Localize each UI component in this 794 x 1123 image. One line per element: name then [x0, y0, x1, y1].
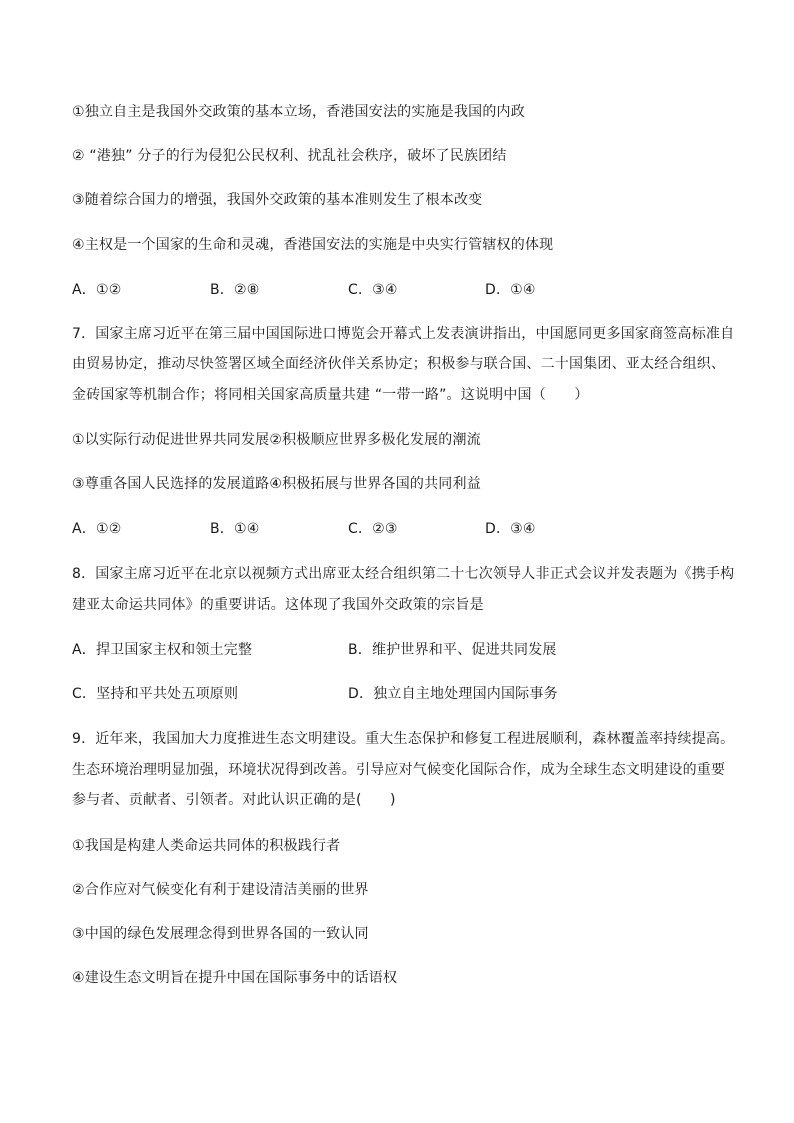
q9-stem-line-1: 9．近年来，我国加大力度推进生态文明建设。重大生态保护和修复工程进展顺利，森林覆盖率持续提高。 [72, 731, 735, 747]
q6-option-a: A．①② [72, 282, 122, 298]
q7-statement-2: ③尊重各国人民选择的发展道路④积极拓展与世界各国的共同利益 [72, 476, 481, 492]
q9-statement-2: ②合作应对气候变化有利于建设清洁美丽的世界 [72, 882, 369, 898]
q6-statement-3: ③随着综合国力的增强，我国外交政策的基本准则发生了根本改变 [72, 192, 483, 208]
q8-option-d: D．独立自主地处理国内国际事务 [348, 686, 558, 702]
q6-statement-1: ①独立自主是我国外交政策的基本立场，香港国安法的实施是我国的内政 [72, 104, 525, 120]
q7-stem-line-1: 7．国家主席习近平在第三届中国国际进口博览会开幕式上发表演讲指出，中国愿同更多国家商签高标准自 [72, 326, 735, 342]
q8-option-c: C．坚持和平共处五项原则 [72, 686, 239, 702]
q6-option-b: B．②⑧ [210, 282, 260, 298]
q7-stem-line-3: 金砖国家等机制合作；将同相关国家高质量共建 “一带一路”。这说明中国（ ） [72, 387, 589, 403]
q6-option-d: D．①④ [485, 282, 536, 298]
q7-option-d: D．③④ [485, 521, 536, 537]
q7-option-b: B．①④ [210, 521, 260, 537]
q8-option-a: A．捍卫国家主权和领土完整 [72, 642, 253, 658]
q8-stem-line-1: 8．国家主席习近平在北京以视频方式出席亚太经合组织第二十七次领导人非正式会议并发表题为《携手构 [72, 566, 735, 582]
q7-stem-line-2: 由贸易协定，推动尽快签署区域全面经济伙伴关系协定；积极参与联合国、二十国集团、亚太经合组织、 [72, 356, 726, 372]
q7-option-a: A．①② [72, 521, 122, 537]
q6-statement-2: ② “港独” 分子的行为侵犯公民权利、扰乱社会秩序，破坏了民族团结 [72, 148, 507, 164]
q8-stem-line-2: 建亚太命运共同体》的重要讲话。这体现了我国外交政策的宗旨是 [72, 597, 484, 613]
q9-statement-3: ③中国的绿色发展理念得到世界各国的一致认同 [72, 926, 369, 942]
q7-option-c: C．②③ [348, 521, 398, 537]
q9-stem-line-3: 参与者、贡献者、引领者。对此认识正确的是( ) [72, 792, 396, 808]
q6-statement-4: ④主权是一个国家的生命和灵魂，香港国安法的实施是中央实行管辖权的体现 [72, 237, 554, 253]
q9-stem-line-2: 生态环境治理明显加强，环境状况得到改善。引导应对气候变化国际合作，成为全球生态文明建设的重要 [72, 762, 726, 778]
q6-option-c: C．③④ [348, 282, 398, 298]
q8-option-b: B．维护世界和平、促进共同发展 [348, 642, 557, 658]
q9-statement-4: ④建设生态文明旨在提升中国在国际事务中的话语权 [72, 970, 398, 986]
q7-statement-1: ①以实际行动促进世界共同发展②积极顺应世界多极化发展的潮流 [72, 432, 481, 448]
q9-statement-1: ①我国是构建人类命运共同体的积极践行者 [72, 838, 341, 854]
